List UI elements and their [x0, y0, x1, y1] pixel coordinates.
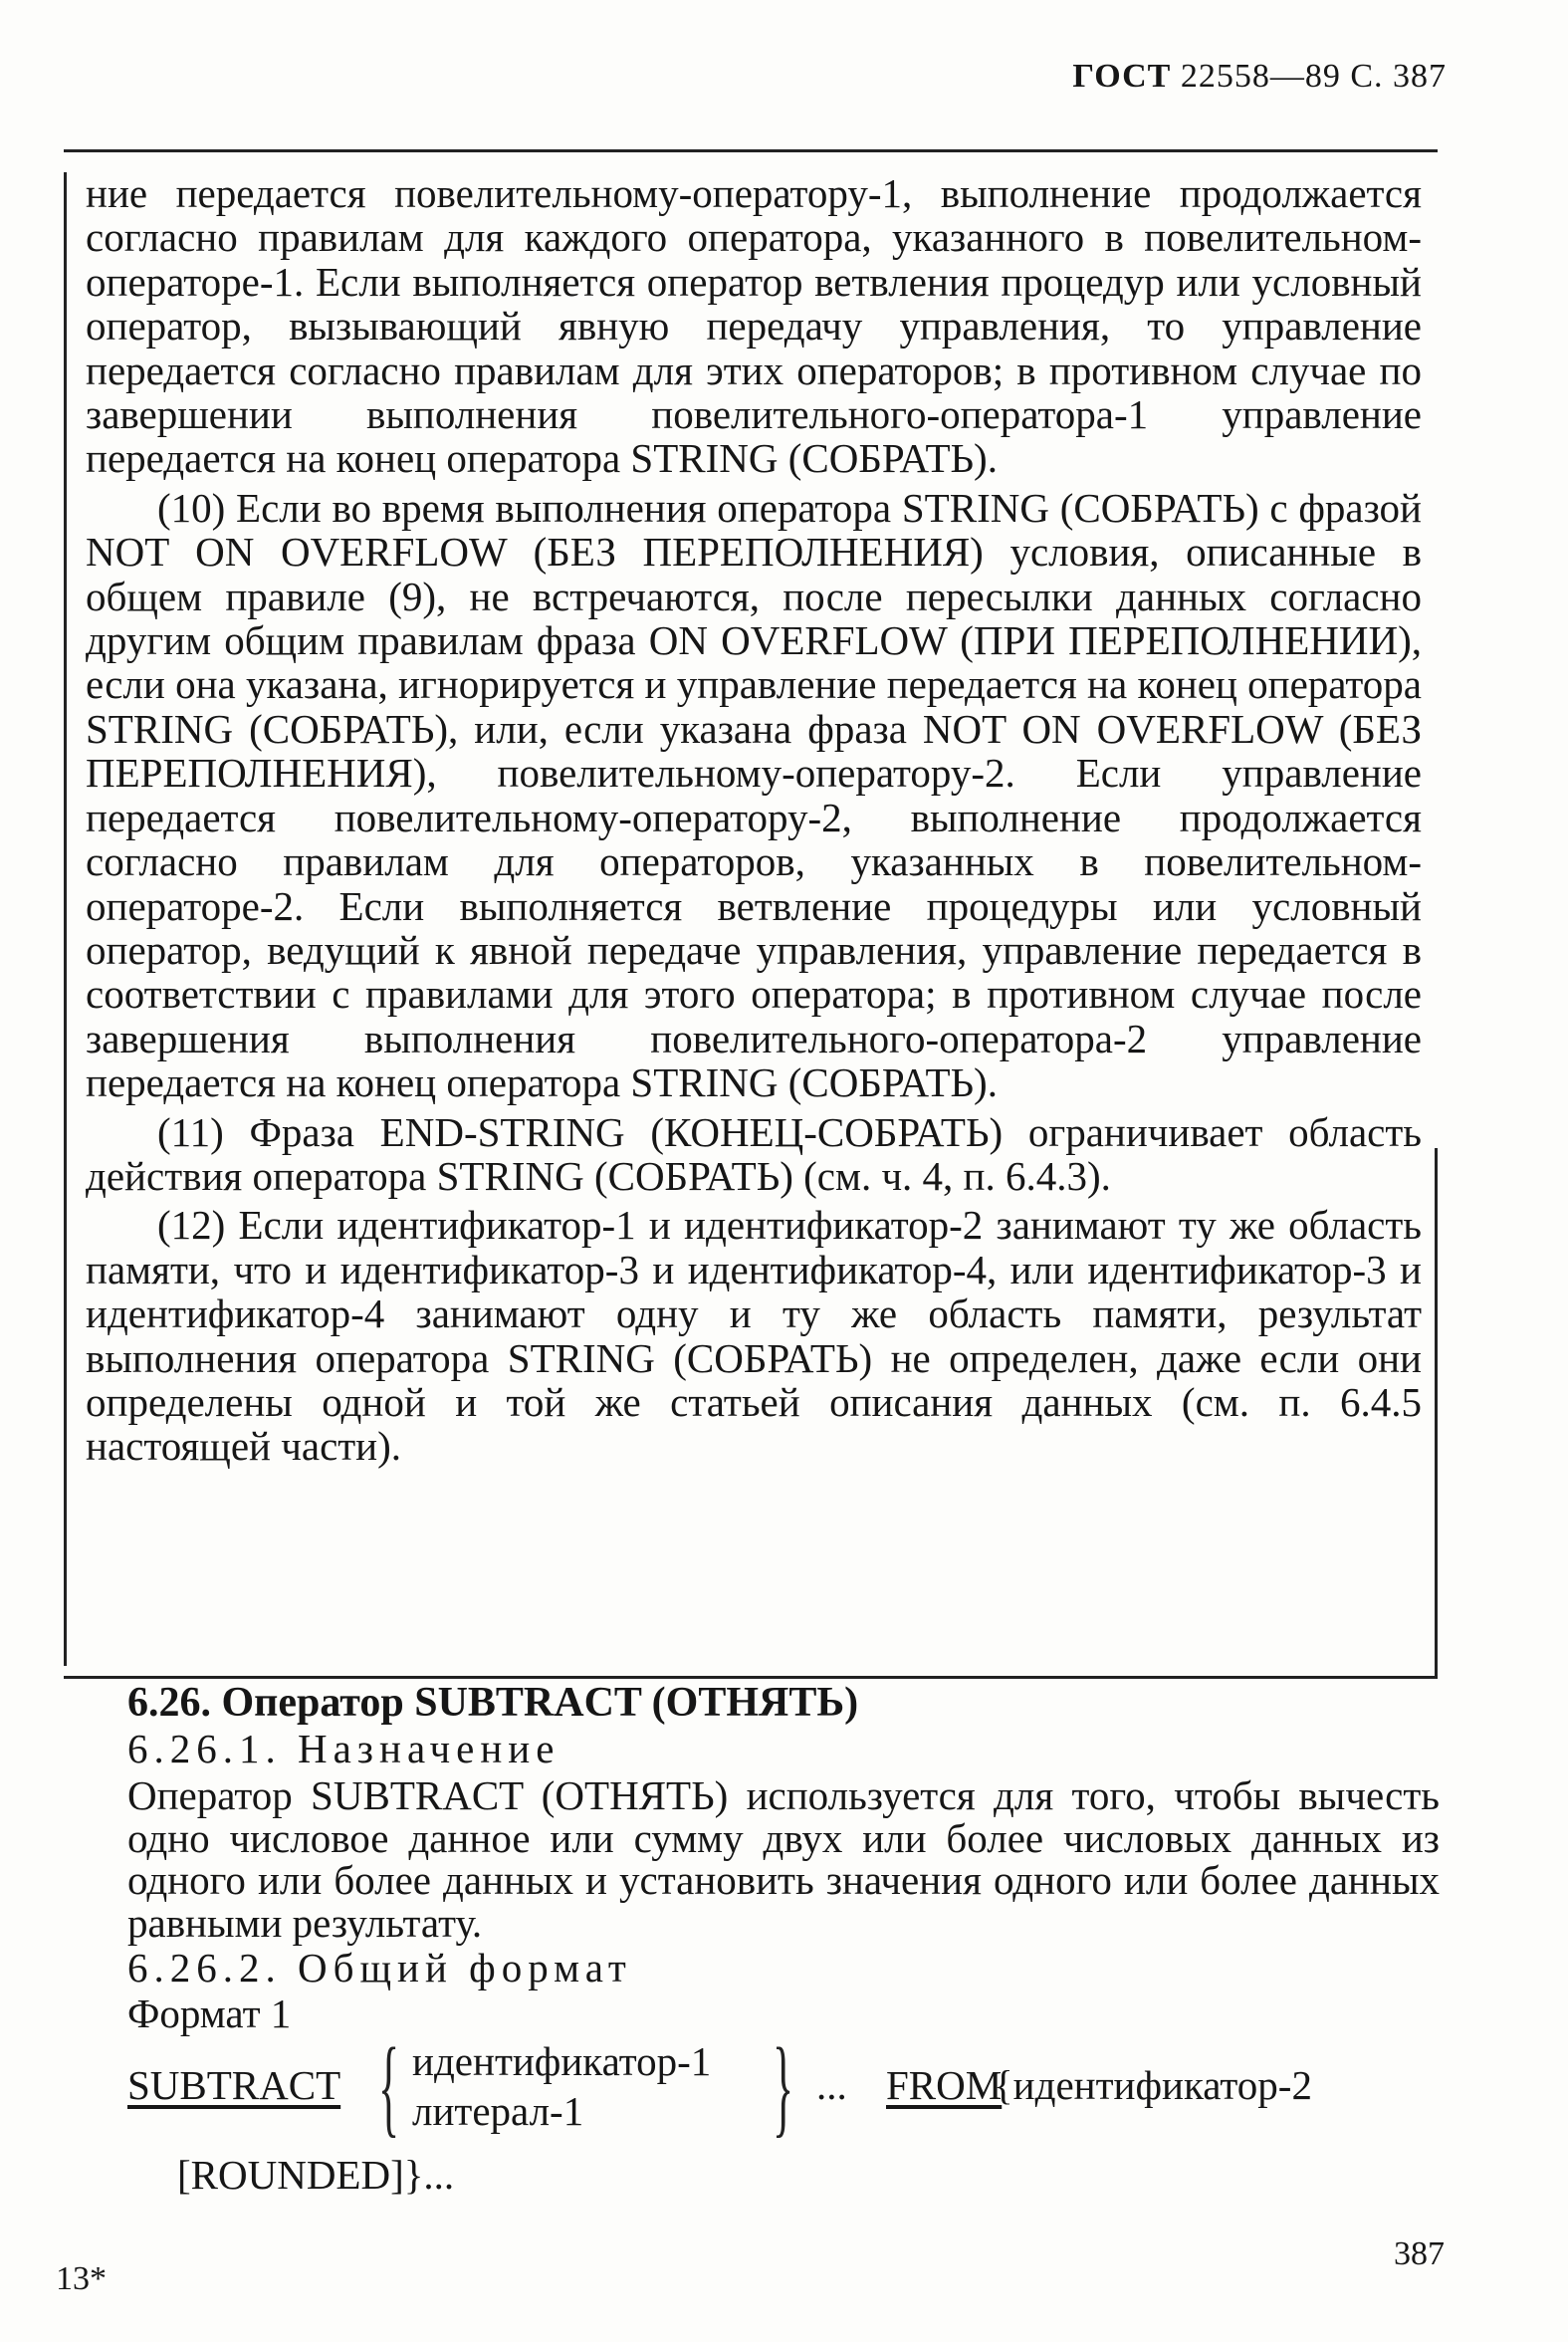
syntax-target-identifier-2: {идентификатор-2 — [994, 2062, 1312, 2108]
paragraph-rule-10: (10) Если во время выполнения оператора STRING (СОБРАТЬ) с фразой NOT ON OVERFLOW (БЕЗ ПЕРЕПОЛНЕНИЯ) условия, описанные в общем правиле (9), не встречаются, после пересылки данных согласно другим общим правилам фраза ON OVERFLOW (ПРИ ПЕРЕПОЛНЕНИИ), если она указана, игнорируется и управление передается на конец оператора STRING (СОБРАТЬ), или, если указана фраза NOT ON OVERFLOW (БЕЗ ПЕРЕПОЛНЕНИЯ), повелительному-оператору-2. Если управление передается повелительному-оператору-2, выполнение продолжается согласно правилам для операторов, указанных в повелительном-операторе-2. Если выполняется ветвление процедуры или условный оператор, ведущий к явной передаче управления, управление передается в соответствии с правилами для этого оператора; в противном случае после завершения выполнения повелительного-оператора-2 управление передается на конец оператора STRING (СОБРАТЬ). — [86, 484, 1422, 1106]
left-brace: { — [378, 2025, 400, 2147]
format-1-label: Формат 1 — [127, 1991, 292, 2036]
paragraph-rule-12: (12) Если идентификатор-1 и идентификатор-2 занимают ту же область памяти, что и идентификатор-3 и идентификатор-4, или идентификатор-3 и идентификатор-4 занимают одну и ту же область памяти, результат выполнения оператора STRING (СОБРАТЬ) не определен, даже если они определены одной и той же статьей описания данных (см. п. 6.4.5 настоящей части). — [86, 1202, 1422, 1470]
change-box-left-rule — [64, 172, 67, 1666]
purpose-heading-text: 6.26.1. Назначение — [127, 1726, 560, 1771]
syntax-keyword-subtract: SUBTRACT — [127, 2062, 341, 2108]
change-box-right-rule — [1435, 1148, 1438, 1676]
header-code: 22558—89 — [1180, 58, 1341, 95]
right-brace: } — [773, 2025, 794, 2147]
header-standard: ГОСТ — [1072, 58, 1172, 95]
paragraph-rule-11: (11) Фраза END-STRING (КОНЕЦ-СОБРАТЬ) ограничивает область действия оператора STRING (СОБРАТЬ) (см. ч. 4, п. 6.4.3). — [86, 1108, 1422, 1199]
format-heading-text: 6.26.2. Общий формат — [127, 1945, 632, 1991]
purpose-heading — [127, 1727, 1442, 1770]
boxed-text — [86, 171, 1422, 1474]
footer-signature: 13* — [56, 2260, 107, 2297]
section-title: 6.26. Оператор SUBTRACT (ОТНЯТЬ) — [127, 1680, 859, 1726]
format-heading — [127, 1946, 1442, 1990]
footer-page-number: 387 — [1394, 2235, 1445, 2272]
header-page-ref: С. 387 — [1350, 58, 1447, 95]
syntax-keyword-from: FROM — [886, 2062, 1003, 2108]
syntax-option-identifier-1: идентификатор-1 — [412, 2038, 712, 2084]
syntax-option-literal-1: литерал-1 — [412, 2088, 584, 2134]
paragraph-continuation: ние передается повелительному-оператору-1, выполнение продолжается согласно правилам для каждого оператора, указанного в повелительном-операторе-1. Если выполняется оператор ветвления процедур или условный оператор, вызывающий явную передачу управления, то управление передается согласно правилам для этих операторов; в противном случае по завершении выполнения повелительного-оператора-1 управление передается на конец оператора STRING (СОБРАТЬ). — [86, 170, 1422, 482]
syntax-format-1 — [127, 2025, 1442, 2151]
purpose-text: Оператор SUBTRACT (ОТНЯТЬ) используется для того, чтобы вычесть одно числовое данное или сумму двух или более числовых данных из одного или более данных и установить значения одного или более данных равными результату. — [127, 1772, 1440, 1946]
running-header — [1072, 58, 1447, 96]
syntax-ellipsis: ... — [816, 2062, 847, 2108]
syntax-rounded: [ROUNDED]}... — [177, 2152, 455, 2198]
